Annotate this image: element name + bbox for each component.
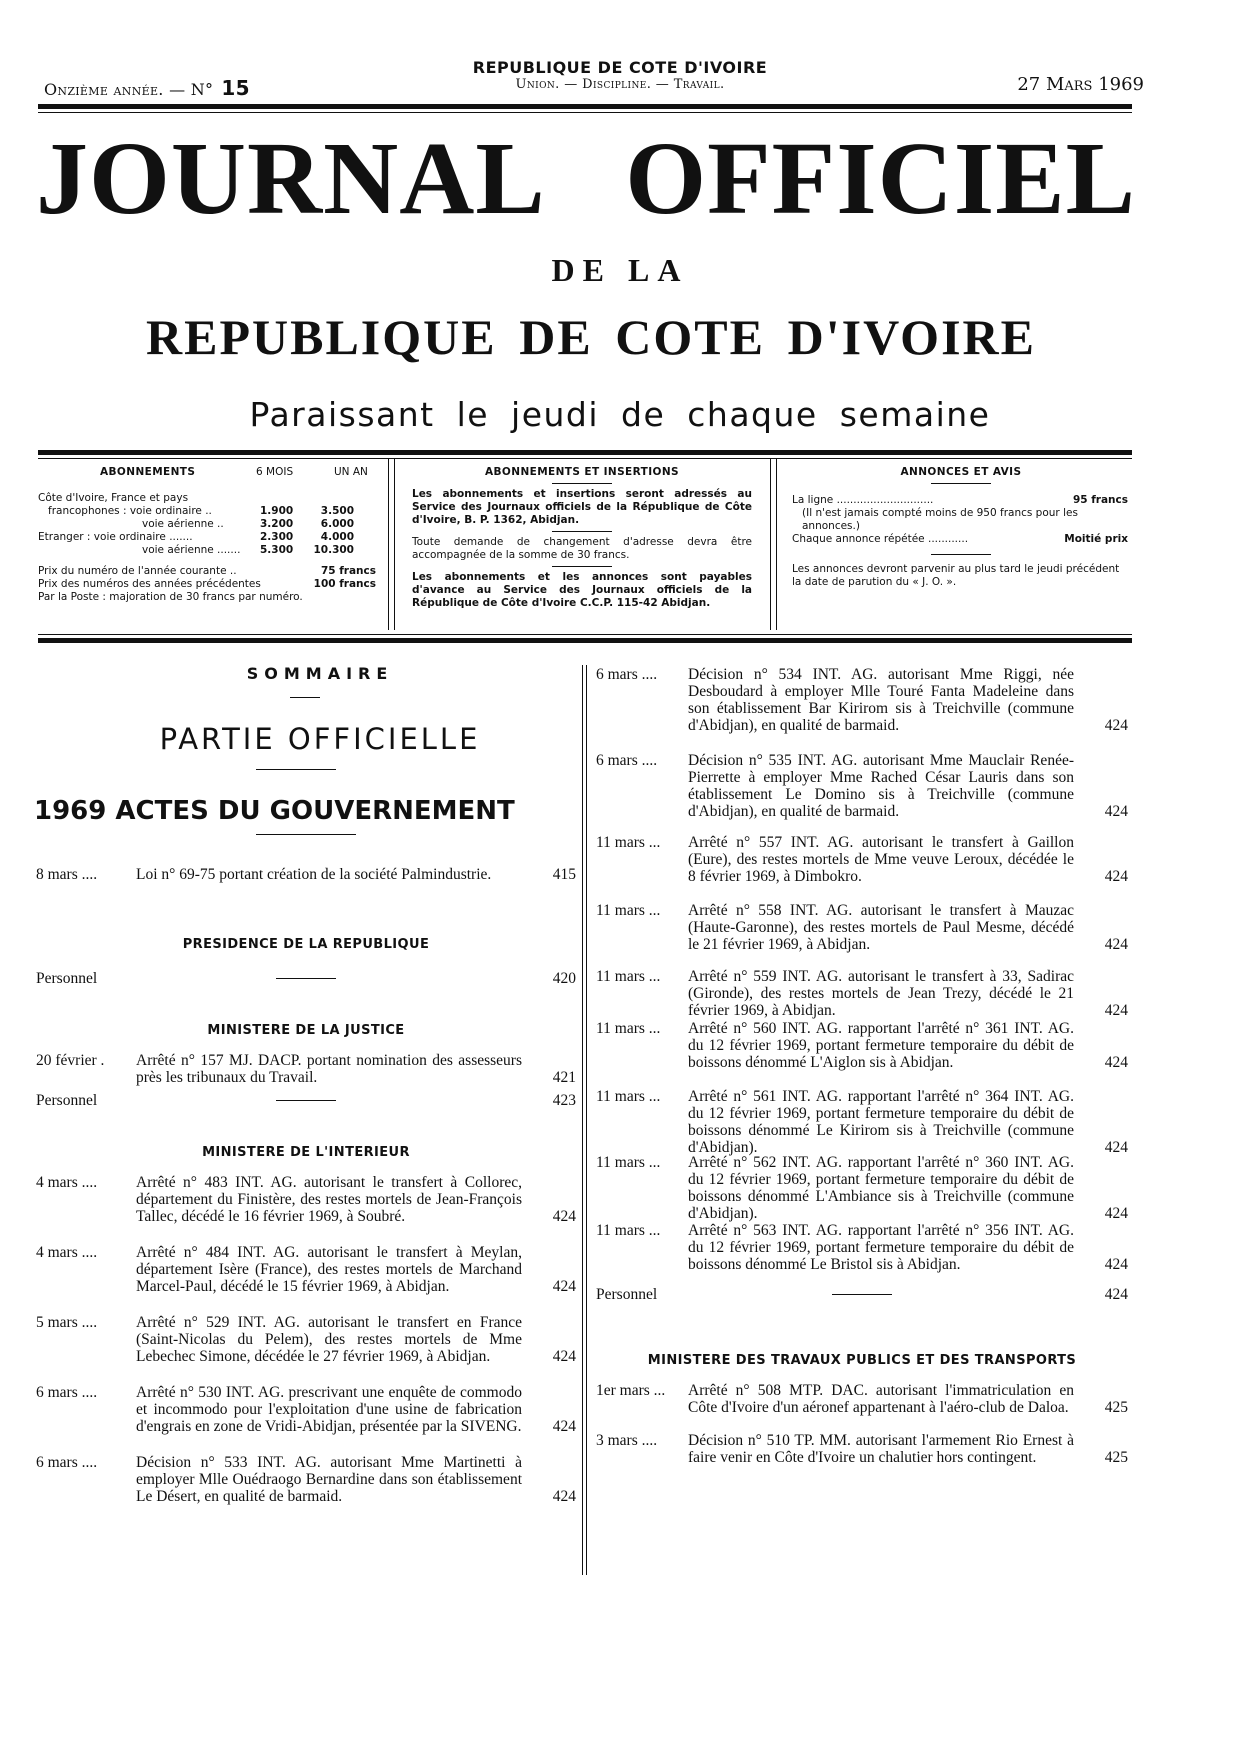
prix-courant-value: 75 francs: [320, 565, 376, 577]
column-divider-b: [586, 665, 587, 1575]
entry-text: Arrêté n° 508 MTP. DAC. autorisant l'immatriculation en Côte d'Ivoire d'un aéronef appartenant à l'aéro-club de Daloa.: [688, 1382, 1074, 1416]
entry-page: 424: [552, 1208, 576, 1225]
entry-date: Personnel: [596, 1286, 658, 1303]
boxes-rule-top: [38, 450, 1132, 455]
header-rule-thick: [38, 104, 1132, 109]
entry-page: 425: [1104, 1449, 1128, 1466]
entry-page: 424: [1104, 1286, 1128, 1303]
entry-text: Arrêté n° 563 INT. AG. rapportant l'arrêté n° 356 INT. AG. du 12 février 1969, portant fermeture temporaire du débit de boissons dénommé Le Bristol sis à Abidjan.: [688, 1222, 1074, 1273]
entry-text: Arrêté n° 530 INT. AG. prescrivant une enquête de commodo et incommodo pour l'exploitation d'une usine de fabrication d'engrais en zone de Vridi-Abidjan, présentée par la SIVENG.: [136, 1384, 522, 1435]
entry-text: Décision n° 535 INT. AG. autorisant Mme Mauclair Renée-Pierrette à employer Mme Rached César Lauris dans son établissement Le Domino sis à Treichville (commune d'Abidjan), en qualité de barmaid.: [688, 752, 1074, 820]
annonce-repetee-value: Moitié prix: [1064, 533, 1128, 545]
republic-name: REPUBLIQUE DE COTE D'IVOIRE: [472, 58, 768, 77]
entry-text: Arrêté n° 558 INT. AG. autorisant le transfert à Mauzac (Haute-Garonne), des restes mortels de Paul Mesme, décédé le 21 février 1969, à Abidjan.: [688, 902, 1074, 953]
entry-page: 424: [1104, 717, 1128, 734]
entry-date: 6 mars ....: [596, 752, 658, 769]
partie-officielle: PARTIE OFFICIELLE: [159, 722, 481, 756]
insertions-p3: Les abonnements et les annonces sont payables d'avance au Service des Journaux officiels de la République de Côte d'Ivoire C.C.P. 115-42 Abidjan.: [412, 571, 752, 609]
entry-date: 3 mars ....: [596, 1432, 658, 1449]
column-divider-a: [582, 665, 583, 1575]
entry-page: 423: [552, 1092, 576, 1109]
insertions-title: ABONNEMENTS ET INSERTIONS: [485, 466, 679, 478]
abonnements-rows: [38, 492, 380, 557]
abonnement-un-an: 4.000: [320, 531, 354, 543]
entry-page: 424: [1104, 1205, 1128, 1222]
entry-page: 420: [552, 970, 576, 987]
entry-date: 4 mars ....: [36, 1174, 98, 1191]
republic-title: REPUBLIQUE DE COTE D'IVOIRE: [146, 309, 1036, 365]
journal-title: JOURNAL OFFICIEL: [36, 121, 1136, 236]
entry-text: Arrêté n° 562 INT. AG. rapportant l'arrêté n° 360 INT. AG. du 12 février 1969, portant fermeture temporaire du débit de boissons dénommé L'Ambiance sis à Treichville (commune d'Abidjan).: [688, 1154, 1074, 1222]
prix-anciens: Prix des numéros des années précédentes: [38, 578, 261, 590]
abonnement-label: voie aérienne ..: [142, 518, 224, 530]
entry-page: 424: [1104, 1256, 1128, 1273]
abonnement-6mois: 5.300: [260, 544, 294, 556]
entry-date: 11 mars ...: [596, 1020, 661, 1037]
issue-year: Onzième année. — N°: [44, 80, 214, 99]
entry-date: 11 mars ...: [596, 902, 661, 919]
entry-text: Arrêté n° 529 INT. AG. autorisant le transfert en France (Saint-Nicolas du Pelem), des restes mortels de Mme Lebechec Simone, décédée le 27 février 1969, à Abidjan.: [136, 1314, 522, 1365]
boxes-rule-top-thin: [38, 458, 1132, 459]
abonnements-col1: 6 MOIS: [256, 466, 294, 478]
abonnement-un-an: 6.000: [320, 518, 354, 530]
entry-page: 424: [1104, 1002, 1128, 1019]
entry-text: Arrêté n° 557 INT. AG. autorisant le transfert à Gaillon (Eure), des restes mortels de Mme veuve Leroux, décédée le 8 février 1969, à Dimbokro.: [688, 834, 1074, 885]
entry-page: 424: [1104, 936, 1128, 953]
prix-courant: Prix du numéro de l'année courante ..: [38, 565, 237, 577]
prix-poste: Par la Poste : majoration de 30 francs par numéro.: [38, 591, 303, 603]
annonce-repetee: Chaque annonce répétée ............: [792, 533, 969, 545]
issue-number: 15: [221, 76, 250, 100]
abonnement-row: [38, 518, 380, 531]
entry-date: 8 mars ....: [36, 866, 98, 883]
entry-page: 425: [1104, 1399, 1128, 1416]
entry-date: 11 mars ...: [596, 1222, 661, 1239]
sommaire-dash: [290, 697, 320, 698]
section-heading: MINISTERE DE L'INTERIEUR: [202, 1145, 410, 1160]
entry-text: Arrêté n° 561 INT. AG. rapportant l'arrêté n° 364 INT. AG. du 12 février 1969, portant fermeture temporaire du débit de boissons dénommé Le Kirirom sis à Treichville (commune d'Abidjan).: [688, 1088, 1074, 1156]
entry-page: 424: [1104, 1054, 1128, 1071]
boxes-rule-bottom-thin: [38, 634, 1132, 635]
entry-dash: [832, 1294, 892, 1295]
entry-date: 5 mars ....: [36, 1314, 98, 1331]
entry-page: 424: [552, 1488, 576, 1505]
entry-date: 11 mars ...: [596, 834, 661, 851]
insertions-p1: Les abonnements et insertions seront adressés au Service des Journaux officiels de la République de Côte d'Ivoire, B. P. 1362, Abidjan.: [412, 488, 752, 526]
prix-anciens-value: 100 francs: [313, 578, 376, 590]
entry-date: 11 mars ...: [596, 1088, 661, 1105]
entry-date: 11 mars ...: [596, 1154, 661, 1171]
header-center: [420, 58, 820, 92]
de-la: DE LA: [551, 252, 689, 288]
header-rule-thin: [38, 112, 1132, 113]
entry-dash: [276, 1100, 336, 1101]
entry-text: Arrêté n° 157 MJ. DACP. portant nomination des assesseurs près les tribunaux du Travail.: [136, 1052, 522, 1086]
entry-text: Arrêté n° 484 INT. AG. autorisant le transfert à Meylan, département Isère (France), des restes mortels de Marchand Marcel-Paul, décédé le 15 février 1969, à Abidjan.: [136, 1244, 522, 1295]
annonce-delai: Les annonces devront parvenir au plus tard le jeudi précédent la date de parution du « J. O. ».: [792, 563, 1120, 588]
actes-dash: [256, 834, 356, 835]
entry-text: Décision n° 533 INT. AG. autorisant Mme Martinetti à employer Mlle Ouédraogo Bernardine dans son établissement Le Désert, en qualité de barmaid.: [136, 1454, 522, 1505]
entry-page: 424: [552, 1278, 576, 1295]
abonnement-label: Côte d'Ivoire, France et pays: [38, 492, 189, 504]
entry-text: Arrêté n° 560 INT. AG. rapportant l'arrêté n° 361 INT. AG. du 12 février 1969, portant fermeture temporaire du débit de boissons dénommé L'Aiglon sis à Abidjan.: [688, 1020, 1074, 1071]
entry-page: 421: [552, 1069, 576, 1086]
abonnement-6mois: 3.200: [260, 518, 294, 530]
abonnements-box: [38, 466, 380, 626]
abonnement-row: [38, 544, 380, 557]
annonce-ligne: La ligne .............................: [792, 494, 934, 506]
entry-date: Personnel: [36, 970, 98, 987]
annonces-box: [792, 466, 1130, 626]
entry-page: 424: [552, 1418, 576, 1435]
annonce-ligne-value: 95 francs: [1072, 494, 1128, 506]
annonce-note: (Il n'est jamais compté moins de 950 francs pour les annonces.): [802, 507, 1078, 532]
entry-page: 424: [1104, 1139, 1128, 1156]
abonnement-row: [38, 492, 380, 505]
entry-text: Arrêté n° 559 INT. AG. autorisant le transfert à 33, Sadirac (Gironde), des restes mortels de Jean Trezy, décédé le 21 février 1969, à Abidjan.: [688, 968, 1074, 1019]
box-separator-1: [388, 458, 395, 630]
abonnement-label: francophones : voie ordinaire ..: [48, 505, 212, 517]
abonnement-un-an: 3.500: [320, 505, 354, 517]
entry-page: 424: [1104, 803, 1128, 820]
abonnement-label: voie aérienne .......: [142, 544, 241, 556]
entry-date: 6 mars ....: [596, 666, 658, 683]
annonces-title: ANNONCES ET AVIS: [900, 466, 1022, 478]
boxes-rule-bottom: [38, 638, 1132, 643]
right-column: [596, 666, 1128, 1546]
motto: Union. — Discipline. — Travail.: [515, 77, 725, 92]
issue-line: [44, 76, 250, 100]
abonnement-row: [38, 505, 380, 518]
partie-dash: [256, 769, 336, 770]
entry-date: 6 mars ....: [36, 1384, 98, 1401]
sommaire-title: SOMMAIRE: [246, 664, 394, 683]
abonnement-6mois: 1.900: [260, 505, 294, 517]
entry-dash: [276, 978, 336, 979]
entry-text: Décision n° 534 INT. AG. autorisant Mme Riggi, née Desboudard à employer Mlle Touré Fanta Madeleine dans son établissement Bar Kirirom sis à Treichville (commune d'Abidjan), en qualité de barmaid.: [688, 666, 1074, 734]
abonnements-col2: UN AN: [334, 466, 368, 478]
abonnements-title: ABONNEMENTS: [100, 466, 196, 478]
entry-text: Décision n° 510 TP. MM. autorisant l'armement Rio Ernest à faire venir en Côte d'Ivoire un chalutier hors contingent.: [688, 1432, 1074, 1466]
entry-date: 1er mars ...: [596, 1382, 666, 1399]
section-heading: MINISTERE DES TRAVAUX PUBLICS ET DES TRANSPORTS: [647, 1353, 1077, 1368]
abonnement-6mois: 2.300: [260, 531, 294, 543]
box-separator-2: [770, 458, 777, 630]
entry-text: Loi n° 69-75 portant création de la société Palmindustrie.: [136, 866, 492, 883]
section-heading: MINISTERE DE LA JUSTICE: [207, 1023, 405, 1038]
entry-date: Personnel: [36, 1092, 98, 1109]
actes-heading: 1969 ACTES DU GOUVERNEMENT: [34, 796, 515, 826]
left-column: [36, 866, 576, 1546]
abonnement-un-an: 10.300: [313, 544, 354, 556]
entry-page: 424: [552, 1348, 576, 1365]
entry-page: 415: [552, 866, 576, 883]
abonnement-label: Etranger : voie ordinaire .......: [38, 531, 193, 543]
entry-text: Arrêté n° 483 INT. AG. autorisant le transfert à Collorec, département du Finistère, des restes mortels de Jean-François Tallec, décédé le 16 février 1969, à Soubré.: [136, 1174, 522, 1225]
entry-date: 6 mars ....: [36, 1454, 98, 1471]
entry-date: 20 février .: [36, 1052, 105, 1069]
section-heading: PRESIDENCE DE LA REPUBLIQUE: [182, 937, 430, 952]
entry-date: 4 mars ....: [36, 1244, 98, 1261]
insertions-box: [412, 466, 752, 626]
insertions-p2: Toute demande de changement d'adresse devra être accompagnée de la somme de 30 francs.: [412, 536, 752, 561]
entry-page: 424: [1104, 868, 1128, 885]
entry-date: 11 mars ...: [596, 968, 661, 985]
issue-date: 27 Mars 1969: [1017, 74, 1144, 95]
parution-line: Paraissant le jeudi de chaque semaine: [249, 395, 991, 434]
abonnement-row: [38, 531, 380, 544]
